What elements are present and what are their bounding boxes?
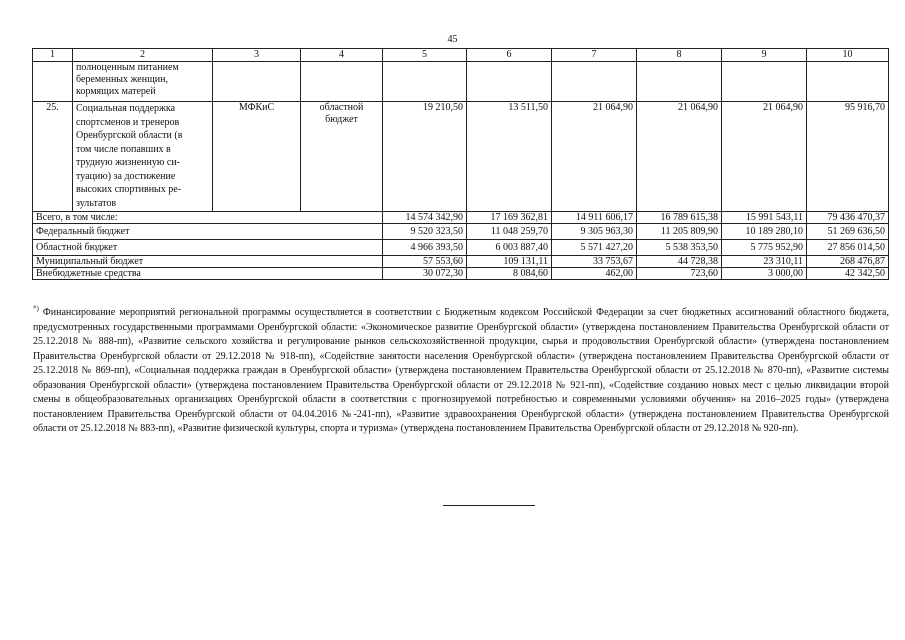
amount-cell: 57 553,60	[383, 256, 467, 268]
amount-cell: 11 205 809,90	[637, 224, 722, 240]
total-cell: 79 436 470,37	[807, 212, 889, 224]
funding-footnote	[33, 306, 889, 437]
row-number-cell: 25.	[33, 102, 73, 212]
amount-cell: 10 189 280,10	[722, 224, 807, 240]
table-cell	[213, 62, 301, 102]
summary-label: Внебюджетные средства	[33, 268, 383, 280]
amount-cell: 9 520 323,50	[383, 224, 467, 240]
amount-cell: 6 003 887,40	[467, 240, 552, 256]
amount-cell: 21 064,90	[722, 102, 807, 212]
amount-cell: 4 966 393,50	[383, 240, 467, 256]
amount-cell: 14 574 342,90	[383, 212, 467, 224]
amount-cell: 23 310,11	[722, 256, 807, 268]
footnote-text: Финансирование мероприятий региональной программы осуществляется в соответствии с Бюджетным кодексом Российской Федерации за счет бюджетных ассигнований областного бюджета, предусмотренных государственными программами Оренбургской области: «Экономическое развитие Оренбургской области» (утверждена постановлением Правительства Оренбургской области от 25.12.2018 № 888-пп), «Развитие сельского хозяйства и регулирование рынков сельскохозяйственной продукции, сырья и продовольствия Оренбургской области» (утверждена постановлением Правительства Оренбургской области от 29.12.2018 № 918-пп), «Содействие занятости населения Оренбургской области» (утверждена постановлением Правительства Оренбургской области от 25.12.2018 № 869-пп), «Социальная поддержка граждан в Оренбургской области» (утверждена постановлением Правительства Оренбургской области от 25.12.2018 № 870-пп), «Развитие системы образования Оренбургской области» (утверждена постановлением Правительства Оренбургской области от 29.12.2018 № 921-пп), «Содействие созданию новых мест с целью ликвидации второй смены в общеобразовательных организациях Оренбургской области в соответствии с прогнозируемой потребностью и современными условиями обучения» на 2016–2025 годы» (утверждена постановлением Правительства Оренбургской области от 04.04.2016 №-241-пп), «Развитие здравоохранения Оренбургской области» (утверждена постановлением Правительства Оренбургской области от 25.12.2018 № 883-пп), «Развитие физической культуры, спорта и туризма» (утверждена постановлением Правительства Оренбургской области от 29.12.2018 № 920-пп).	[33, 307, 889, 434]
column-number: 8	[637, 49, 722, 62]
table-cell	[301, 62, 383, 102]
summary-row	[33, 240, 889, 256]
executor-cell: МФКиС	[213, 102, 301, 212]
total-cell: 268 476,87	[807, 256, 889, 268]
amount-cell: 16 789 615,38	[637, 212, 722, 224]
activity-name-cell: полноценным питанием беременных женщин, кормящих матерей	[73, 62, 213, 102]
activity-name-cell: Социальная поддержка спортсменов и тренеров Оренбургской области (в том числе попавших в трудную жизненную си- туацию) за достижение высоких спортивных ре- зультатов	[73, 102, 213, 212]
table-row	[33, 102, 889, 212]
table-cell	[33, 62, 73, 102]
summary-label: Всего, в том числе:	[33, 212, 383, 224]
amount-cell: 21 064,90	[637, 102, 722, 212]
amount-cell: 21 064,90	[552, 102, 637, 212]
amount-cell: 19 210,50	[383, 102, 467, 212]
summary-label: Федеральный бюджет	[33, 224, 383, 240]
column-number: 9	[722, 49, 807, 62]
total-cell: 27 856 014,50	[807, 240, 889, 256]
footnote-marker: *)	[33, 304, 39, 313]
amount-cell: 44 728,38	[637, 256, 722, 268]
column-number: 6	[467, 49, 552, 62]
column-number-row	[33, 49, 889, 62]
summary-row	[33, 268, 889, 280]
amount-cell: 15 991 543,11	[722, 212, 807, 224]
total-cell: 95 916,70	[807, 102, 889, 212]
amount-cell: 109 131,11	[467, 256, 552, 268]
continued-row	[33, 62, 889, 102]
amount-cell: 9 305 963,30	[552, 224, 637, 240]
total-cell: 51 269 636,50	[807, 224, 889, 240]
table-cell	[807, 62, 889, 102]
amount-cell: 17 169 362,81	[467, 212, 552, 224]
column-number: 2	[73, 49, 213, 62]
amount-cell: 5 538 353,50	[637, 240, 722, 256]
table-cell	[383, 62, 467, 102]
program-funding-table	[32, 48, 889, 280]
column-number: 1	[33, 49, 73, 62]
amount-cell: 33 753,67	[552, 256, 637, 268]
column-number: 4	[301, 49, 383, 62]
summary-row	[33, 212, 889, 224]
amount-cell: 723,60	[637, 268, 722, 280]
amount-cell: 462,00	[552, 268, 637, 280]
column-number: 10	[807, 49, 889, 62]
table-cell	[722, 62, 807, 102]
column-number: 5	[383, 49, 467, 62]
amount-cell: 8 084,60	[467, 268, 552, 280]
summary-label: Муниципальный бюджет	[33, 256, 383, 268]
page-number: 45	[447, 34, 458, 45]
amount-cell: 5 775 952,90	[722, 240, 807, 256]
amount-cell: 3 000,00	[722, 268, 807, 280]
funding-source-cell: областной бюджет	[301, 102, 383, 212]
total-cell: 42 342,50	[807, 268, 889, 280]
amount-cell: 13 511,50	[467, 102, 552, 212]
table-cell	[467, 62, 552, 102]
table-cell	[552, 62, 637, 102]
end-divider	[443, 505, 535, 506]
table-cell	[637, 62, 722, 102]
summary-row	[33, 256, 889, 268]
amount-cell: 30 072,30	[383, 268, 467, 280]
summary-row	[33, 224, 889, 240]
column-number: 7	[552, 49, 637, 62]
amount-cell: 5 571 427,20	[552, 240, 637, 256]
amount-cell: 11 048 259,70	[467, 224, 552, 240]
column-number: 3	[213, 49, 301, 62]
summary-label: Областной бюджет	[33, 240, 383, 256]
amount-cell: 14 911 606,17	[552, 212, 637, 224]
